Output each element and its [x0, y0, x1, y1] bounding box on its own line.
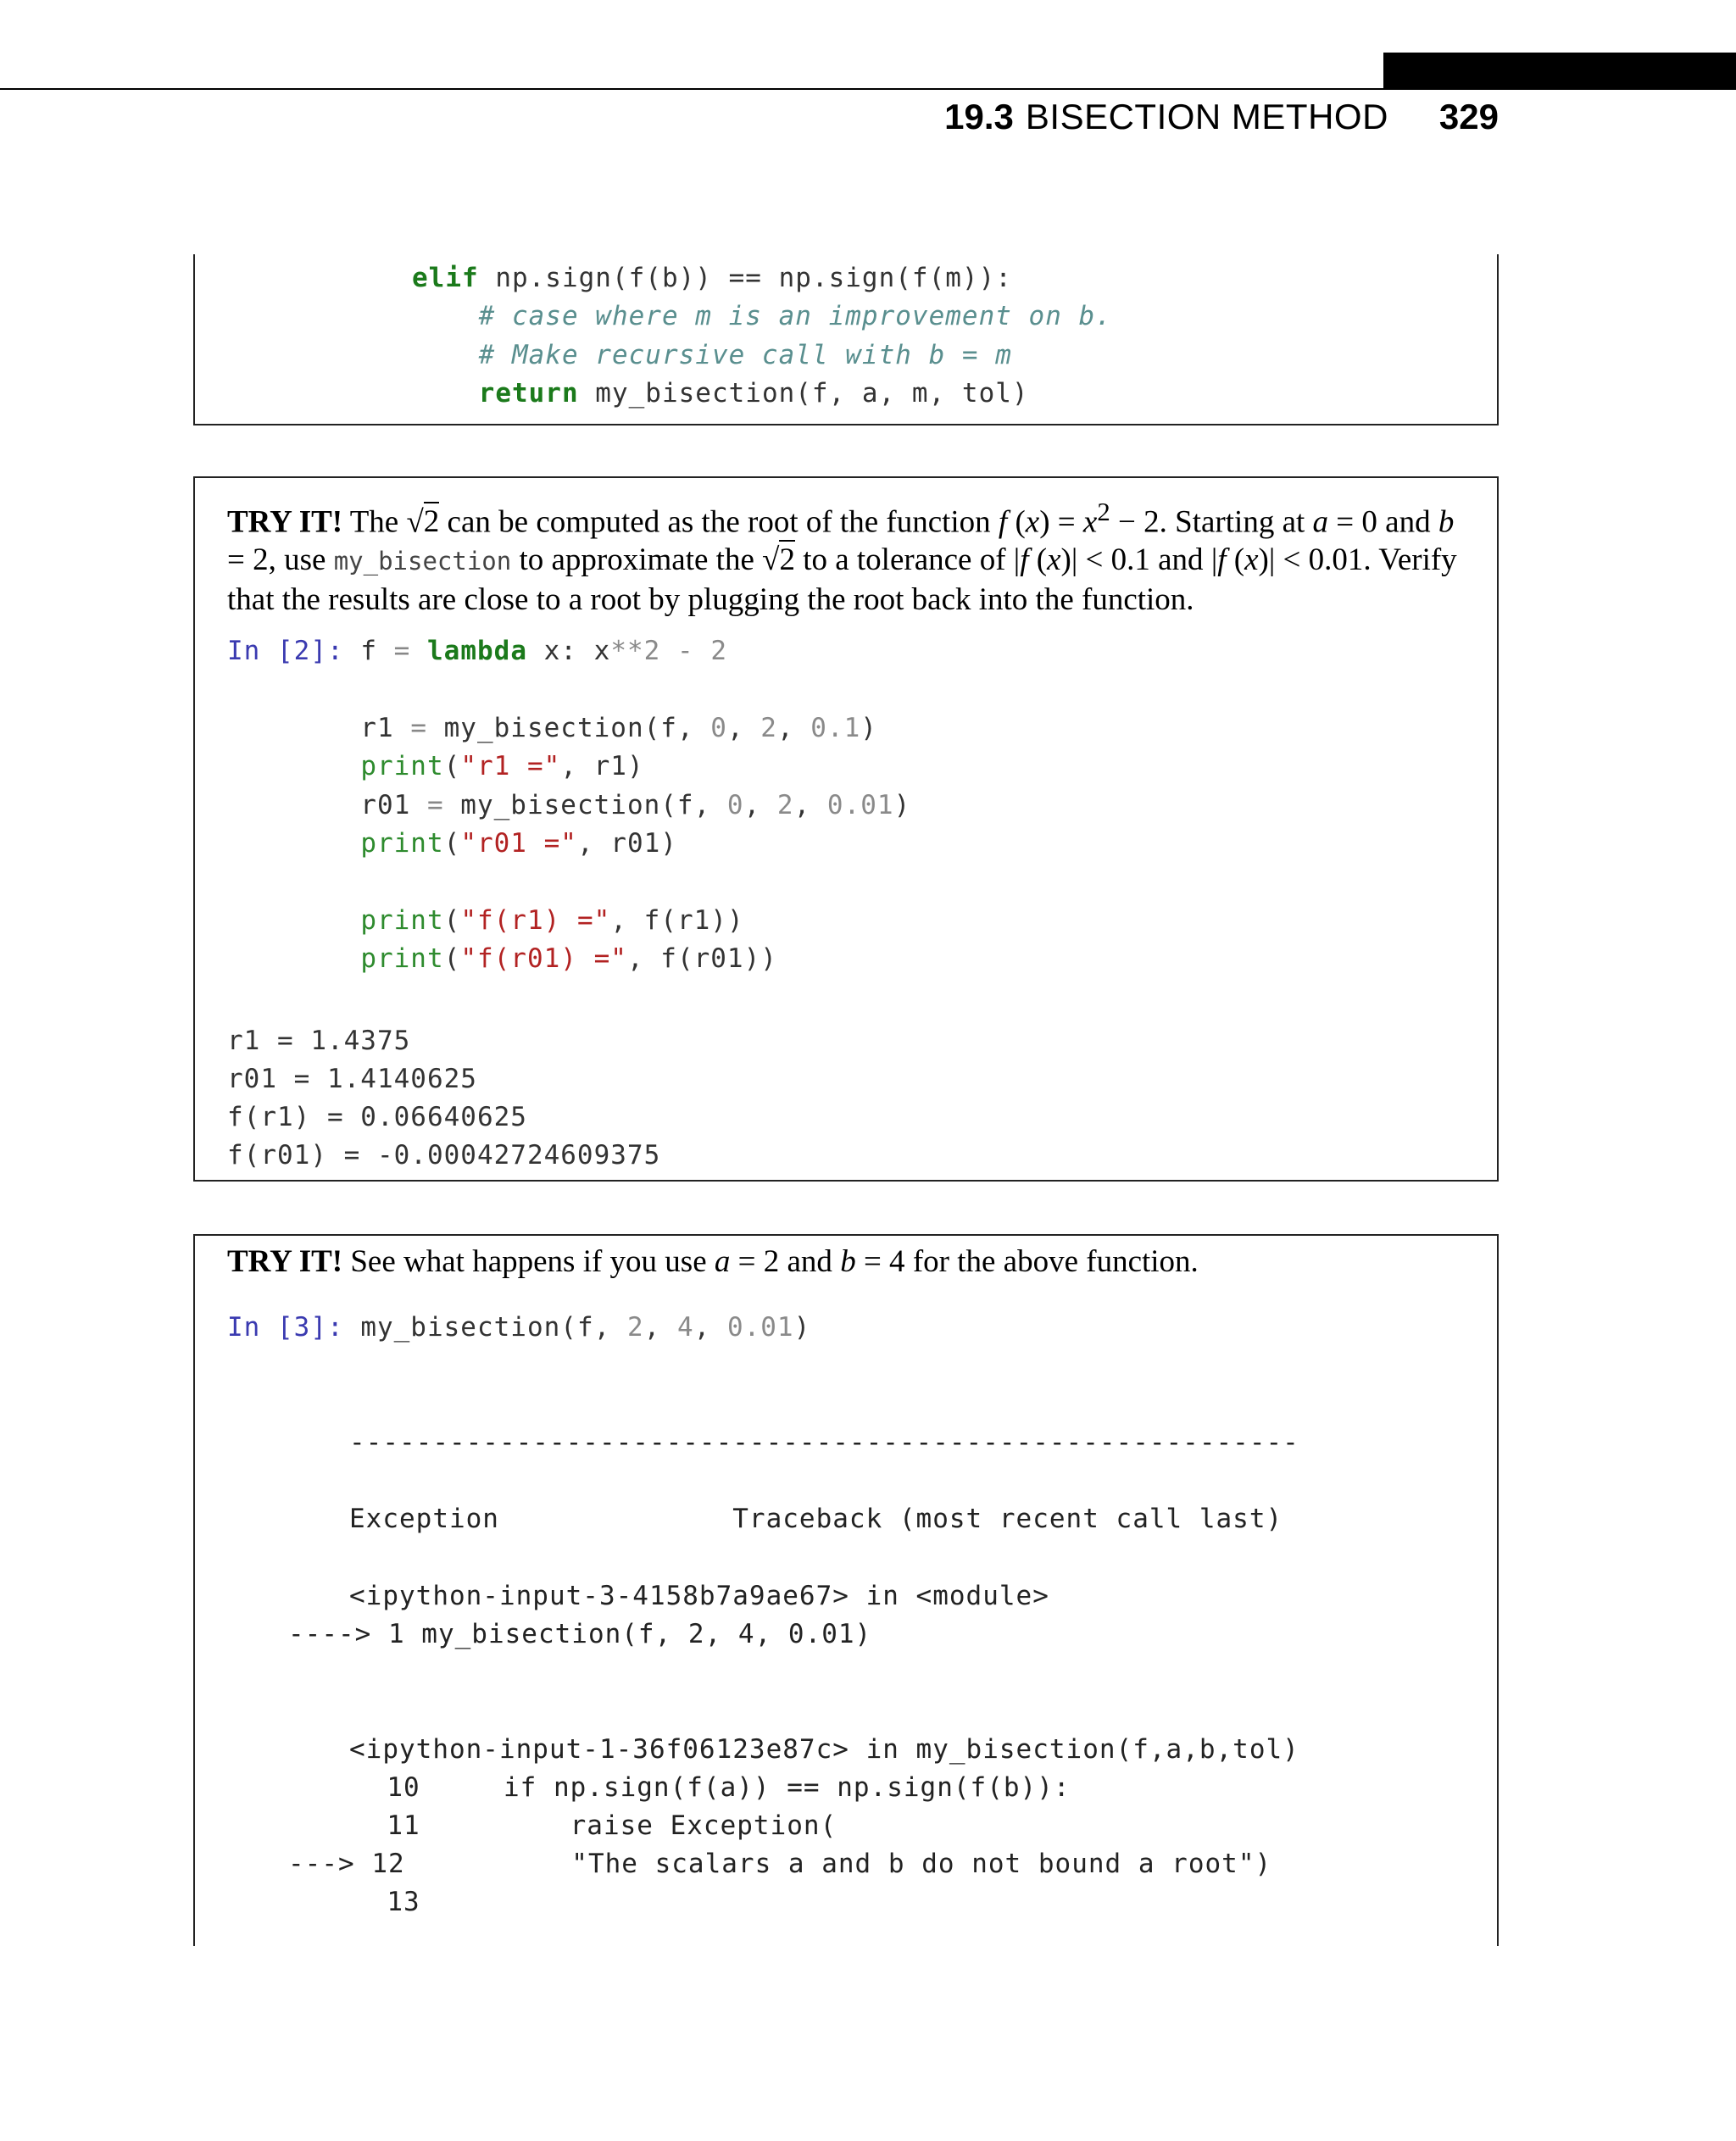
output-line: r01 = 1.4140625	[227, 1064, 477, 1094]
traceback-output	[288, 1424, 1299, 1922]
traceback-line: ---------------------------------------------------------	[349, 1427, 1299, 1458]
code-comment: # case where m is an improvement on b.	[478, 301, 1112, 332]
traceback-line: Exception Traceback (most recent call last)	[349, 1504, 1283, 1535]
code-block-continued	[193, 254, 1499, 425]
header-rule	[0, 88, 1736, 90]
code-keyword: return	[478, 378, 579, 409]
header-tab-bar	[1383, 53, 1736, 90]
try-it-2-text: TRY IT! See what happens if you use a = 2 and b = 4 for the above function.	[227, 1244, 1199, 1279]
traceback-line: ----> 1 my_bisection(f, 2, 4, 0.01)	[288, 1619, 872, 1650]
input-prompt: In [3]:	[227, 1312, 344, 1343]
traceback-line: <ipython-input-3-4158b7a9ae67> in <module>	[349, 1580, 1049, 1611]
section-title: BISECTION METHOD	[1025, 97, 1388, 136]
code-text: my_bisection(f, a, m, tol)	[578, 378, 1029, 409]
traceback-line: 10 if np.sign(f(a)) == np.sign(f(b)):	[303, 1771, 1071, 1803]
try-it-1-text: TRY IT! The √2 can be computed as the root of the function f $(x) = x^2 - 2$. Starting at a = 0 and b = 2, use my_bisection to approximate the √2 to a tolerance of |f (x)| < 0.1 and |f (x)| < 0.01. Verify that the results are close to a root by plugging the root back into the function.	[227, 498, 1457, 618]
code-lines	[412, 259, 1112, 414]
code-keyword: elif	[412, 263, 479, 293]
traceback-line: 13	[303, 1887, 420, 1918]
input-prompt: In [2]:	[227, 636, 344, 666]
output-line: f(r01) = -0.00042724609375	[227, 1140, 661, 1171]
section-number: 19.3	[944, 97, 1014, 136]
cell-2-output	[227, 1022, 660, 1175]
sqrt-2: √2	[762, 540, 795, 577]
traceback-line: ---> 12 "The scalars a and b do not bound a root")	[288, 1849, 1272, 1880]
running-header	[944, 92, 1499, 142]
output-line: f(r1) = 0.06640625	[227, 1102, 527, 1132]
code-comment: # Make recursive call with b = m	[478, 339, 1012, 370]
page-number: 329	[1438, 97, 1499, 136]
traceback-line: 11 raise Exception(	[303, 1810, 837, 1842]
try-it-label: TRY IT!	[227, 504, 343, 540]
code-text: np.sign(f(b)) == np.sign(f(m)):	[478, 263, 1012, 293]
traceback-line: <ipython-input-1-36f06123e87c> in my_bisection(f,a,b,tol)	[349, 1733, 1299, 1765]
try-it-label: TRY IT!	[227, 1244, 343, 1279]
output-line: r1 = 1.4375	[227, 1026, 411, 1056]
function-definition: f	[998, 504, 1008, 540]
try-it-box-1	[193, 476, 1499, 1182]
sqrt-2: √2	[406, 502, 439, 539]
code-cell-2: In [2]: f = lambda x: x**2 - 2 r1 = my_bisection(f, 0, 2, 0.1) print("r1 =", r1) r01 = my_bisection(f, 0, 2, 0.01) print("r01 =", r01) print("f(r1) =", f(r1)) print("f(r01) =", f(r01))	[227, 636, 911, 975]
inline-code: my_bisection	[333, 547, 512, 576]
try-it-box-2	[193, 1234, 1499, 1946]
code-cell-3: In [3]: my_bisection(f, 2, 4, 0.01)	[227, 1312, 811, 1343]
